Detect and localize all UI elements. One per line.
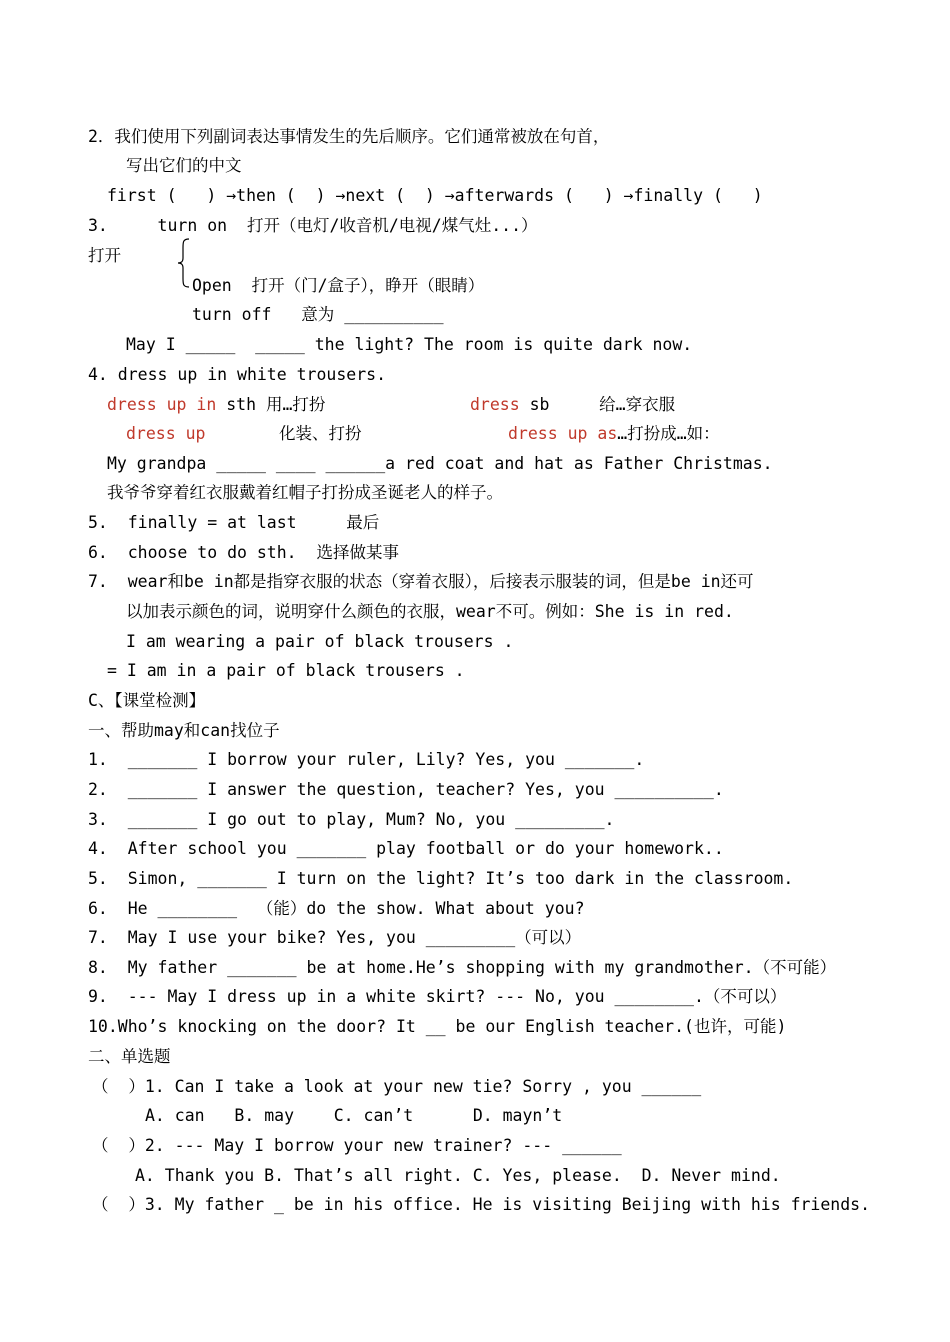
section-2-heading: 二、单选题 xyxy=(88,1047,171,1066)
question-2: 2. _______ I answer the question, teacher? Yes, you __________. xyxy=(88,780,724,799)
line-3e: May I _____ _____ the light? The room is quite dark now. xyxy=(126,335,693,354)
highlight-phrase: dress xyxy=(470,395,520,414)
question-1: 1. _______ I borrow your ruler, Lily? Yes, you _______. xyxy=(88,750,645,769)
line-7c: I am wearing a pair of black trousers . xyxy=(126,632,514,651)
line-5: 5. finally = at last 最后 xyxy=(88,513,380,532)
line-3c: Open 打开（门/盒子），睁开（眼睛） xyxy=(192,276,485,295)
question-4: 4. After school you _______ play football or do your homework.. xyxy=(88,839,724,858)
line-4b xyxy=(470,394,675,416)
question-3: 3. _______ I go out to play, Mum? No, you _________. xyxy=(88,810,615,829)
line-4c xyxy=(126,423,205,445)
mc-options-2: A. Thank you B. That’s all right. C. Yes, please. D. Never mind. xyxy=(135,1166,781,1185)
question-8: 8. My father _______ be at home.He’s shopping with my grandmother.（不可能） xyxy=(88,958,837,977)
line-7a: 7. wear和be in都是指穿衣服的状态（穿着衣服），后接表示服装的词，但是be in还可 xyxy=(88,572,754,591)
phrase-meaning: sth 用…打扮 xyxy=(216,395,326,414)
line-6: 6. choose to do sth. 选择做某事 xyxy=(88,543,399,562)
line-2c: first ( ) →then ( ) →next ( ) →afterwards ( ) →finally ( ) xyxy=(107,186,763,205)
mc-question-3: （ ）3. My father _ be in his office. He is visiting Beijing with his friends. xyxy=(92,1195,871,1214)
question-5: 5. Simon, _______ I turn on the light? It’s too dark in the classroom. xyxy=(88,869,794,888)
line-3b: 打开 xyxy=(88,246,121,265)
line-7b: 以加表示颜色的词，说明穿什么颜色的衣服，wear不可。例如：She is in red. xyxy=(126,602,734,621)
question-7: 7. May I use your bike? Yes, you _________（可以） xyxy=(88,928,582,947)
line-4e: My grandpa _____ ____ ______a red coat and hat as Father Christmas. xyxy=(107,454,773,473)
mc-question-1: （ ）1. Can I take a look at your new tie? Sorry , you ______ xyxy=(92,1077,702,1096)
section-c-heading: C、【课堂检测】 xyxy=(88,691,206,710)
line-2b: 写出它们的中文 xyxy=(126,156,242,175)
highlight-phrase: dress up as xyxy=(508,424,618,443)
question-9: 9. --- May I dress up in a white skirt? --- No, you ________.（不可以） xyxy=(88,987,787,1006)
line-4c-meaning: 化装、打扮 xyxy=(279,424,362,443)
phrase-meaning: sb 给…穿衣服 xyxy=(519,395,676,414)
brace-icon xyxy=(177,238,191,288)
mc-question-2: （ ）2. --- May I borrow your new trainer? --- ______ xyxy=(92,1136,622,1155)
line-4f: 我爷爷穿着红衣服戴着红帽子打扮成圣诞老人的样子。 xyxy=(107,483,503,502)
phrase-meaning: …打扮成…如： xyxy=(617,424,720,443)
question-6: 6. He ________ （能）do the show. What about you? xyxy=(88,899,585,918)
section-1-heading: 一、帮助may和can找位子 xyxy=(88,721,280,740)
line-4a xyxy=(107,394,325,416)
line-3a: 3. turn on 打开（电灯/收音机/电视/煤气灶...） xyxy=(88,216,538,235)
mc-options-1: A. can B. may C. can’t D. mayn’t xyxy=(145,1106,563,1125)
line-4d xyxy=(508,423,720,445)
highlight-phrase: dress up in xyxy=(107,395,217,414)
line-4: 4. dress up in white trousers. xyxy=(88,365,387,384)
highlight-phrase: dress up xyxy=(126,424,206,443)
line-7d: = I am in a pair of black trousers . xyxy=(107,661,465,680)
line-2a: 2．我们使用下列副词表达事情发生的先后顺序。它们通常被放在句首， xyxy=(88,127,610,146)
question-10: 10.Who’s knocking on the door? It __ be our English teacher.(也许，可能) xyxy=(88,1017,787,1036)
line-3d: turn off 意为 __________ xyxy=(192,305,444,324)
